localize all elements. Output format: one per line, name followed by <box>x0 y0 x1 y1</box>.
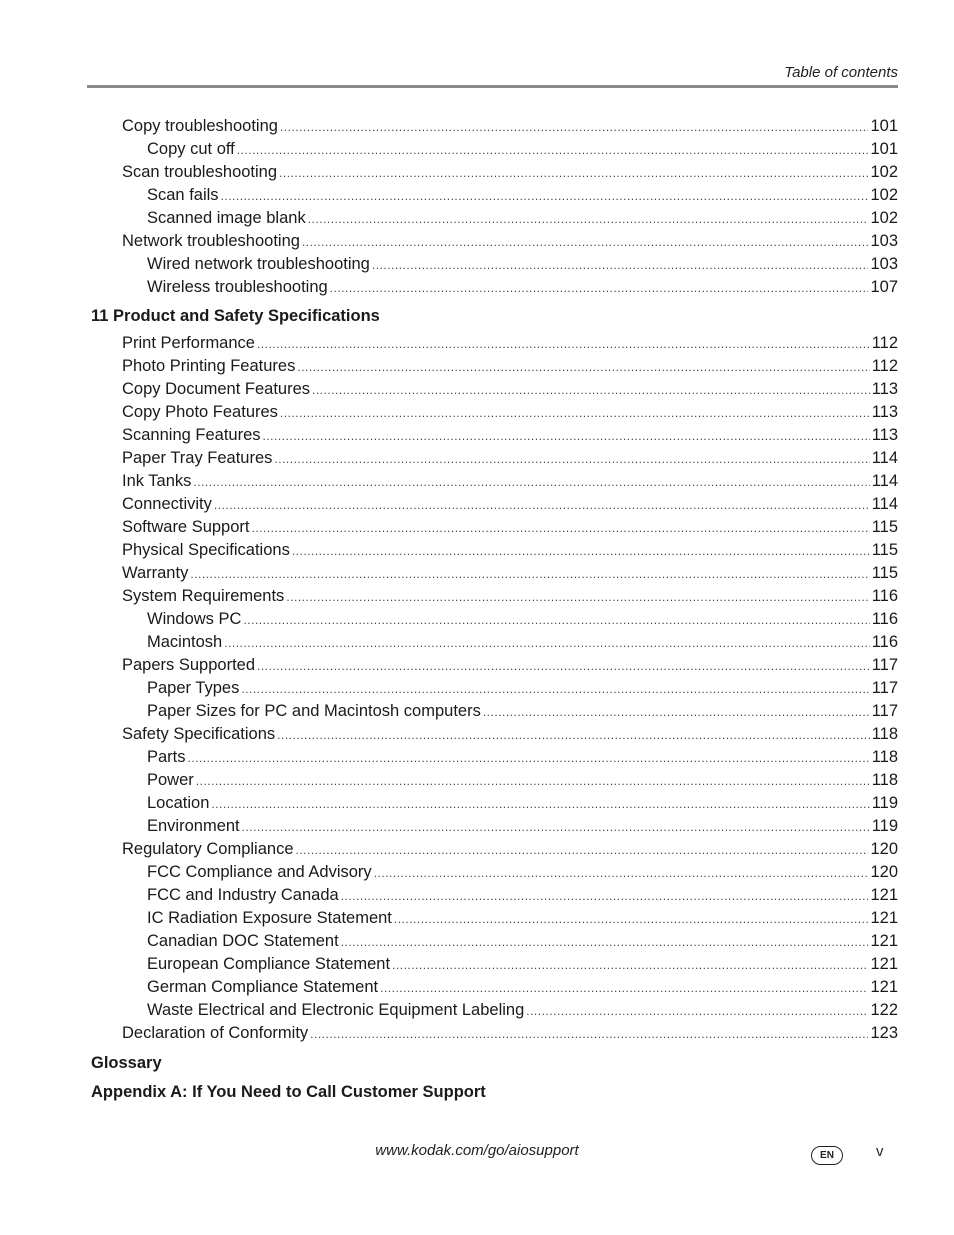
toc-entry-label: System Requirements <box>122 587 285 605</box>
toc-entry-label: FCC and Industry Canada <box>147 886 339 904</box>
toc-entry[interactable] <box>122 401 898 424</box>
toc-entry-label: Photo Printing Features <box>122 357 296 375</box>
toc-entry-page: 117 <box>871 656 898 674</box>
toc-entry-label: Ink Tanks <box>122 472 192 490</box>
toc-entry[interactable] <box>122 332 898 355</box>
toc-entry-page: 121 <box>870 932 898 950</box>
dot-leader <box>214 494 870 517</box>
dot-leader <box>241 678 869 701</box>
toc-entry[interactable] <box>147 861 898 884</box>
toc-entry[interactable] <box>122 115 898 138</box>
toc-entry-page: 113 <box>871 426 898 444</box>
dot-leader <box>224 632 869 655</box>
toc-entry[interactable] <box>147 700 898 723</box>
toc-entry-label: Scanned image blank <box>147 209 306 227</box>
toc-entry[interactable] <box>147 792 898 815</box>
toc-entry-label: Copy troubleshooting <box>122 117 278 135</box>
dot-leader <box>380 977 868 1000</box>
toc-entry-label: Location <box>147 794 210 812</box>
toc-entry-page: 122 <box>870 1001 898 1019</box>
dot-leader <box>188 747 870 770</box>
toc-entry[interactable] <box>122 516 898 539</box>
toc-entry[interactable] <box>122 838 898 861</box>
toc-entry-page: 121 <box>870 955 898 973</box>
toc-entry[interactable] <box>147 207 898 230</box>
toc-entry-page: 107 <box>870 278 898 296</box>
toc-entry-page: 112 <box>871 334 898 352</box>
toc-entry[interactable] <box>122 447 898 470</box>
toc-entry-page: 123 <box>870 1024 898 1042</box>
toc-entry[interactable] <box>147 746 898 769</box>
toc-entry-page: 119 <box>871 817 898 835</box>
toc-entry-page: 119 <box>871 794 898 812</box>
toc-entry-page: 102 <box>870 163 898 181</box>
toc-entry-label: Paper Types <box>147 679 240 697</box>
toc-entry[interactable] <box>147 999 898 1022</box>
toc-entry[interactable] <box>122 424 898 447</box>
toc-entry[interactable] <box>147 907 898 930</box>
toc-entry-page: 101 <box>870 117 898 135</box>
toc-entry-label: IC Radiation Exposure Statement <box>147 909 392 927</box>
toc-entry-page: 120 <box>870 863 898 881</box>
toc-entry-label: Software Support <box>122 518 250 536</box>
toc-entry-label: Wired network troubleshooting <box>147 255 370 273</box>
toc-entry-label: Connectivity <box>122 495 212 513</box>
dot-leader <box>221 185 869 208</box>
dot-leader <box>257 655 870 678</box>
toc-entry-label: Power <box>147 771 194 789</box>
toc-entry[interactable] <box>147 276 898 299</box>
dot-leader <box>263 425 870 448</box>
toc-entry-label: Copy cut off <box>147 140 235 158</box>
dot-leader <box>252 517 870 540</box>
footer-url[interactable]: www.kodak.com/go/aiosupport <box>375 1142 579 1159</box>
toc-entry-label: Scanning Features <box>122 426 261 444</box>
dot-leader <box>394 908 869 931</box>
toc-entry-label: Copy Photo Features <box>122 403 278 421</box>
dot-leader <box>211 793 869 816</box>
dot-leader <box>312 379 870 402</box>
toc-entry-label: Paper Tray Features <box>122 449 273 467</box>
toc-entry[interactable] <box>147 138 898 161</box>
toc-entry[interactable] <box>122 355 898 378</box>
toc-entry-page: 103 <box>870 255 898 273</box>
toc-entry-label: German Compliance Statement <box>147 978 379 996</box>
toc-entry[interactable] <box>122 378 898 401</box>
toc-entry-label: Copy Document Features <box>122 380 311 398</box>
toc-entry[interactable] <box>147 884 898 907</box>
dot-leader <box>296 839 869 862</box>
toc-entry-label: Regulatory Compliance <box>122 840 294 858</box>
dot-leader <box>302 231 869 254</box>
toc-entry[interactable] <box>147 677 898 700</box>
toc-entry-label: Canadian DOC Statement <box>147 932 339 950</box>
toc-entry-page: 118 <box>871 771 898 789</box>
toc-entry[interactable] <box>122 585 898 608</box>
dot-leader <box>237 139 869 162</box>
dot-leader <box>374 862 869 885</box>
toc-entry-page: 103 <box>870 232 898 250</box>
dot-leader <box>297 356 869 379</box>
toc-entry-label: Waste Electrical and Electronic Equipment Labeling <box>147 1001 525 1019</box>
dot-leader <box>257 333 870 356</box>
toc-entry[interactable] <box>147 184 898 207</box>
dot-leader <box>308 208 869 231</box>
dot-leader <box>280 402 870 425</box>
toc-entry-label: European Compliance Statement <box>147 955 391 973</box>
toc-entry-label: Scan fails <box>147 186 219 204</box>
dot-leader <box>277 724 870 747</box>
toc-entry-page: 117 <box>871 702 898 720</box>
toc-entry-page: 115 <box>871 541 898 559</box>
dot-leader <box>392 954 868 977</box>
dot-leader <box>341 931 869 954</box>
dot-leader <box>330 277 869 300</box>
dot-leader <box>483 701 870 724</box>
toc-entry-page: 121 <box>870 886 898 904</box>
toc-entry[interactable] <box>147 631 898 654</box>
dot-leader <box>274 448 869 471</box>
dot-leader <box>372 254 869 277</box>
toc-entry-label: Warranty <box>122 564 189 582</box>
toc-entry-page: 120 <box>870 840 898 858</box>
toc-entry-page: 102 <box>870 186 898 204</box>
toc-entry-page: 118 <box>871 748 898 766</box>
toc-entry-label: Macintosh <box>147 633 223 651</box>
header-rule <box>87 85 898 88</box>
toc-entry-page: 115 <box>871 518 898 536</box>
toc-entry-label: Environment <box>147 817 240 835</box>
toc-entry[interactable] <box>147 953 898 976</box>
toc-entry[interactable] <box>122 161 898 184</box>
toc-entry[interactable] <box>147 769 898 792</box>
toc-entry-page: 116 <box>871 610 898 628</box>
toc-entry-label: Network troubleshooting <box>122 232 300 250</box>
toc-entry[interactable] <box>122 539 898 562</box>
toc-entry-page: 115 <box>871 564 898 582</box>
toc-entry-page: 114 <box>871 449 898 467</box>
toc-entry[interactable] <box>122 230 898 253</box>
toc-entry-page: 113 <box>871 380 898 398</box>
toc-entry[interactable] <box>122 1022 898 1045</box>
toc-entry[interactable] <box>147 608 898 631</box>
appendix-heading[interactable]: Appendix A: If You Need to Call Customer Support <box>91 1083 486 1101</box>
dot-leader <box>243 609 869 632</box>
header-title: Table of contents <box>784 64 898 81</box>
dot-leader <box>341 885 869 908</box>
dot-leader <box>193 471 869 494</box>
dot-leader <box>196 770 870 793</box>
toc-entry[interactable] <box>147 253 898 276</box>
toc-entry-page: 117 <box>871 679 898 697</box>
toc-entry[interactable] <box>122 493 898 516</box>
dot-leader <box>526 1000 868 1023</box>
toc-entry-page: 114 <box>871 495 898 513</box>
toc-entry-label: FCC Compliance and Advisory <box>147 863 372 881</box>
toc-entry-label: Wireless troubleshooting <box>147 278 328 296</box>
toc-entry-label: Print Performance <box>122 334 255 352</box>
toc-entry-page: 101 <box>870 140 898 158</box>
language-badge: EN <box>811 1146 843 1165</box>
toc-entry-page: 112 <box>871 357 898 375</box>
dot-leader <box>310 1023 868 1046</box>
dot-leader <box>279 162 868 185</box>
toc-entry-page: 114 <box>871 472 898 490</box>
toc-entry-page: 102 <box>870 209 898 227</box>
toc-entry-page: 121 <box>870 978 898 996</box>
toc-entry-label: Scan troubleshooting <box>122 163 278 181</box>
glossary-heading[interactable]: Glossary <box>91 1054 162 1072</box>
toc-entry-page: 121 <box>870 909 898 927</box>
dot-leader <box>280 116 869 139</box>
toc-entry-label: Safety Specifications <box>122 725 276 743</box>
toc-entry-label: Parts <box>147 748 186 766</box>
dot-leader <box>242 816 870 839</box>
toc-entry[interactable] <box>147 815 898 838</box>
toc-entry[interactable] <box>122 562 898 585</box>
dot-leader <box>286 586 869 609</box>
toc-entry-page: 116 <box>871 633 898 651</box>
toc-entry[interactable] <box>122 654 898 677</box>
toc-entry-label: Declaration of Conformity <box>122 1024 309 1042</box>
toc-entry-page: 118 <box>871 725 898 743</box>
toc-entry[interactable] <box>147 976 898 999</box>
toc-entry-label: Papers Supported <box>122 656 256 674</box>
page-number: v <box>876 1143 884 1160</box>
toc-entry-label: Paper Sizes for PC and Macintosh computers <box>147 702 481 720</box>
dot-leader <box>292 540 870 563</box>
toc-entry[interactable] <box>147 930 898 953</box>
toc-entry-page: 116 <box>871 587 898 605</box>
toc-entry[interactable] <box>122 470 898 493</box>
toc-entry[interactable] <box>122 723 898 746</box>
toc-entry-label: Physical Specifications <box>122 541 290 559</box>
dot-leader <box>190 563 869 586</box>
toc-entry-label: Windows PC <box>147 610 242 628</box>
toc-entry-page: 113 <box>871 403 898 421</box>
chapter-heading[interactable]: 11 Product and Safety Specifications <box>91 307 380 325</box>
